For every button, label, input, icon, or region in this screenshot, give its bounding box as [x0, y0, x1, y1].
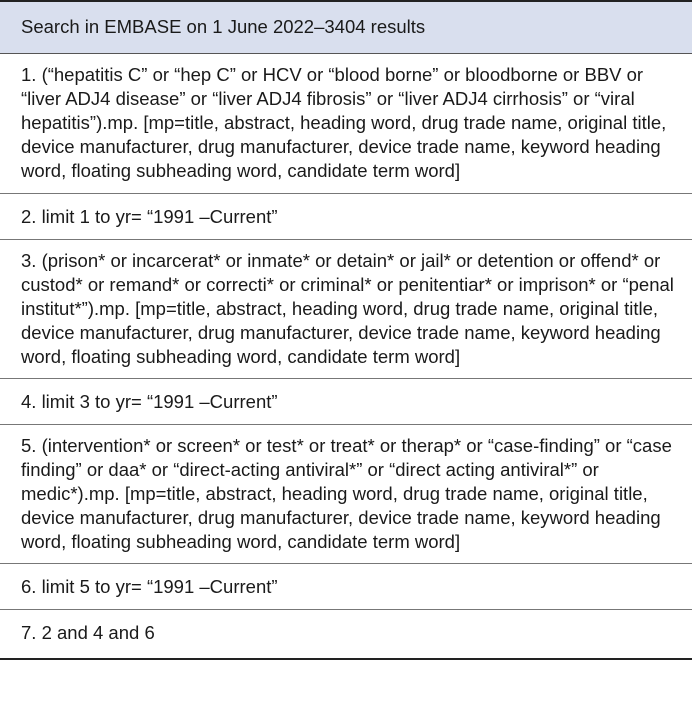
search-step-4: 4. limit 3 to yr= “1991 –Current”: [0, 379, 692, 425]
table-row: [0, 54, 692, 194]
table-row: [0, 610, 692, 660]
table-row: [0, 564, 692, 610]
search-step-2: 2. limit 1 to yr= “1991 –Current”: [0, 194, 692, 240]
table-row: [0, 379, 692, 425]
table-header-row: [0, 1, 692, 54]
search-step-3: 3. (prison* or incarcerat* or inmate* or detain* or jail* or detention or offend* or custod* or remand* or correcti* or criminal* or penitentiar* or imprison* or “penal institut*”).mp. [mp=title, abstract, heading word, drug trade name, original title, device manufacturer, drug manufacturer, device trade name, keyword heading word, floating subheading word, candidate term word]: [0, 240, 692, 379]
search-step-7: 7. 2 and 4 and 6: [21, 622, 155, 643]
table-header-cell: Search in EMBASE on 1 June 2022–3404 results: [0, 1, 692, 54]
table-row: [0, 240, 692, 379]
search-step-5: 5. (intervention* or screen* or test* or treat* or therap* or “case-finding” or “case finding” or daa* or “direct-acting antiviral*” or “direct acting antiviral*” or medic*).mp. [mp=title, abstract, heading word, drug trade name, original title, device manufacturer, drug manufacturer, device trade name, keyword heading word, floating subheading word, candidate term word]: [0, 425, 692, 564]
search-step-6: 6. limit 5 to yr= “1991 –Current”: [0, 564, 692, 610]
table-row: [0, 194, 692, 240]
search-step-1: 1. (“hepatitis C” or “hep C” or HCV or “blood borne” or bloodborne or BBV or “liver ADJ4 disease” or “liver ADJ4 fibrosis” or “liver ADJ4 cirrhosis” or “viral hepatitis”).mp. [mp=title, abstract, heading word, drug trade name, original title, device manufacturer, drug manufacturer, device trade name, keyword heading word, floating subheading word, candidate term word]: [0, 54, 692, 194]
table-row: [0, 425, 692, 564]
